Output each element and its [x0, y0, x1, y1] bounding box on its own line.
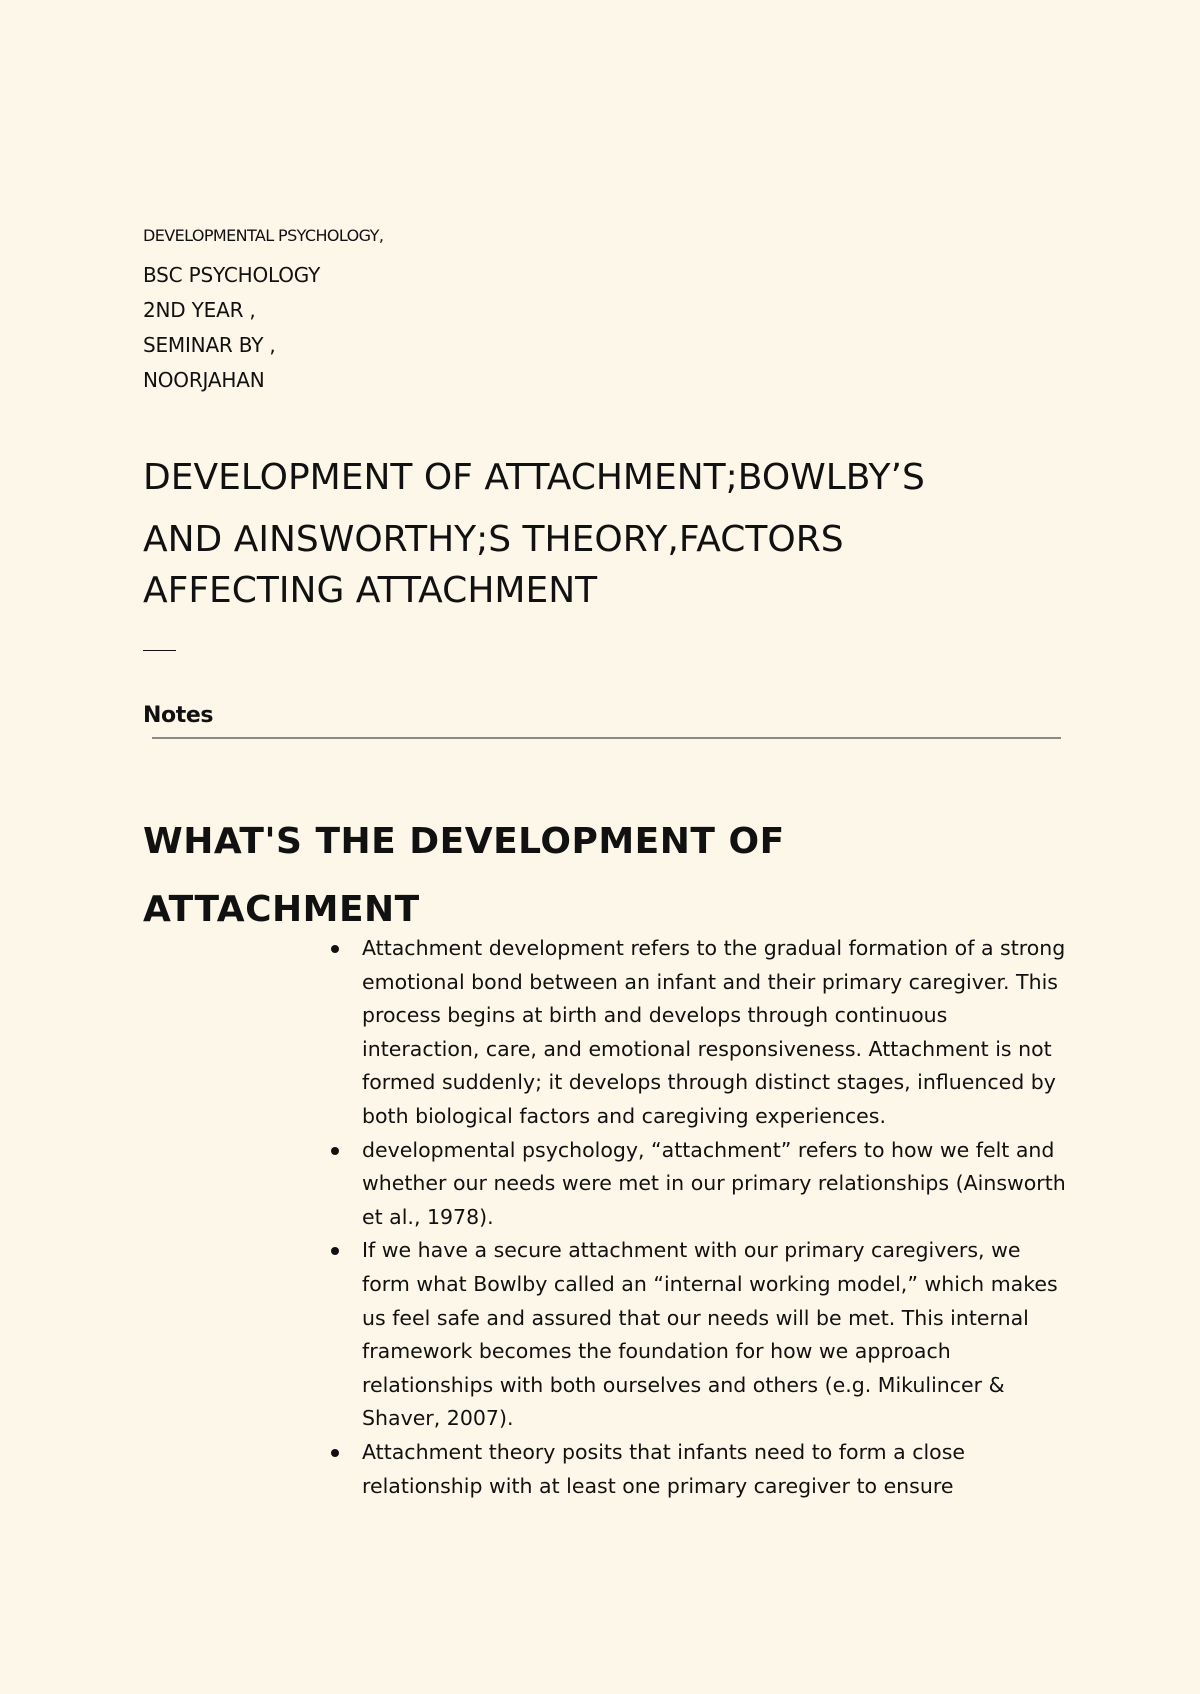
bullet-dot-icon: [331, 945, 339, 953]
list-item: [326, 1134, 1066, 1235]
bullet-dot-icon: [331, 1449, 339, 1457]
section-heading: [143, 808, 1043, 944]
notes-label: Notes: [143, 703, 214, 728]
title-underline-divider: [143, 650, 176, 651]
course-subject: DEVELOPMENTAL PSYCHOLOGY,: [143, 226, 384, 245]
bullet-text: developmental psychology, “attachment” refers to how we felt and whether our needs were met in our primary relationships (Ainsworth et al., 1978).: [362, 1137, 1066, 1229]
list-item: [326, 1234, 1066, 1436]
bullet-dot-icon: [331, 1147, 339, 1155]
section-heading-line-2: ATTACHMENT: [143, 889, 420, 930]
course-year: 2ND YEAR ,: [143, 298, 256, 322]
seminar-by: SEMINAR BY ,: [143, 333, 276, 357]
course-program: BSC PSYCHOLOGY: [143, 263, 321, 287]
title-line-3: AFFECTING ATTACHMENT: [143, 570, 598, 611]
bullet-text: Attachment theory posits that infants need to form a close relationship with at least one primary caregiver to ensure: [362, 1439, 965, 1498]
bullet-text: If we have a secure attachment with our primary caregivers, we form what Bowlby called an “internal working model,” which makes us feel safe and assured that our needs will be met. This internal framework becomes the foundation for how we approach relationships with both ourselves and others (e.g. Mikulincer & Shaver, 2007).: [362, 1238, 1058, 1431]
bullet-list: [326, 932, 1066, 1503]
list-item: [326, 1436, 1066, 1503]
document-title: [143, 452, 1123, 616]
title-line-2: AND AINSWORTHY;S THEORY,FACTORS: [143, 519, 844, 560]
title-line-1: DEVELOPMENT OF ATTACHMENT;BOWLBY’S: [143, 457, 925, 498]
list-item: [326, 932, 1066, 1134]
notes-divider: [152, 737, 1061, 739]
course-info: [143, 226, 383, 398]
author-name: NOORJAHAN: [143, 368, 265, 392]
section-heading-line-1: WHAT'S THE DEVELOPMENT OF: [143, 821, 785, 862]
bullet-dot-icon: [331, 1247, 339, 1255]
bullet-text: Attachment development refers to the gradual formation of a strong emotional bond between an infant and their primary caregiver. This process begins at birth and develops through continuous interaction, care, and emotional responsiveness. Attachment is not formed suddenly; it develops through distinct stages, influenced by both biological factors and caregiving experiences.: [362, 936, 1066, 1128]
